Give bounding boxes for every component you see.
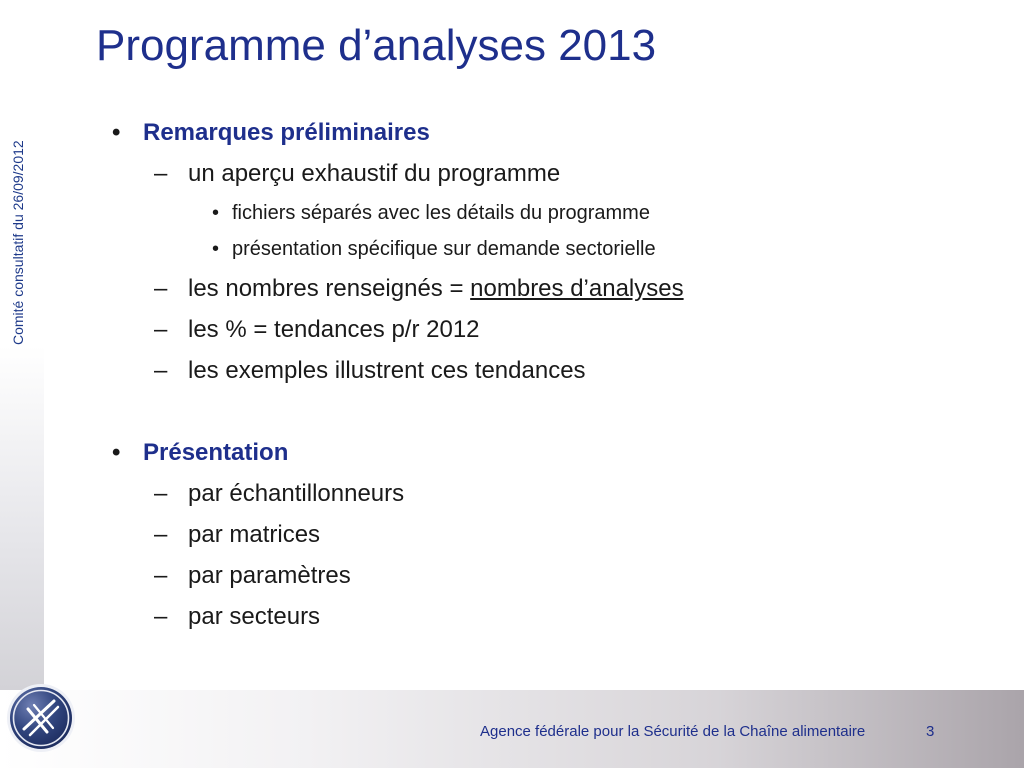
item-parameters: par paramètres [188, 562, 351, 589]
dash-marker-5: – [154, 480, 168, 507]
item-numbers-emphasis: nombres d’analyses [470, 275, 684, 302]
subitem-presentation: présentation spécifique sur demande sectorielle [232, 238, 656, 260]
item-numbers [188, 274, 684, 304]
slide-title: Programme d’analyses 2013 [96, 21, 657, 70]
bullet-marker-3: • [212, 238, 220, 260]
page-number: 3 [926, 723, 935, 740]
dash-marker-8: – [154, 603, 168, 630]
section-heading-2: Présentation [143, 439, 289, 466]
subitem-files: fichiers séparés avec les détails du programme [232, 202, 650, 224]
item-overview: un aperçu exhaustif du programme [188, 160, 561, 187]
afsca-logo-icon [4, 681, 78, 755]
item-percent: les % = tendances p/r 2012 [188, 316, 480, 343]
section-heading-1: Remarques préliminaires [143, 119, 430, 146]
dash-marker-1: – [154, 160, 168, 187]
bullet-marker-2: • [212, 202, 220, 224]
footer-agency: Agence fédérale pour la Sécurité de la Chaîne alimentaire [480, 723, 866, 740]
side-date-label: Comité consultatif du 26/09/2012 [10, 140, 26, 345]
dash-marker-2: – [154, 275, 168, 302]
item-numbers-prefix: les nombres renseignés = [188, 275, 471, 302]
dash-marker-4: – [154, 357, 168, 384]
item-sectors: par secteurs [188, 603, 321, 630]
bullet-marker-4: • [112, 439, 121, 466]
dash-marker-6: – [154, 521, 168, 548]
dash-marker-7: – [154, 562, 168, 589]
dash-marker-3: – [154, 316, 168, 343]
item-matrices: par matrices [188, 521, 321, 548]
bullet-marker-1: • [112, 119, 121, 146]
item-samplers: par échantillonneurs [188, 480, 405, 507]
item-examples: les exemples illustrent ces tendances [188, 357, 586, 384]
